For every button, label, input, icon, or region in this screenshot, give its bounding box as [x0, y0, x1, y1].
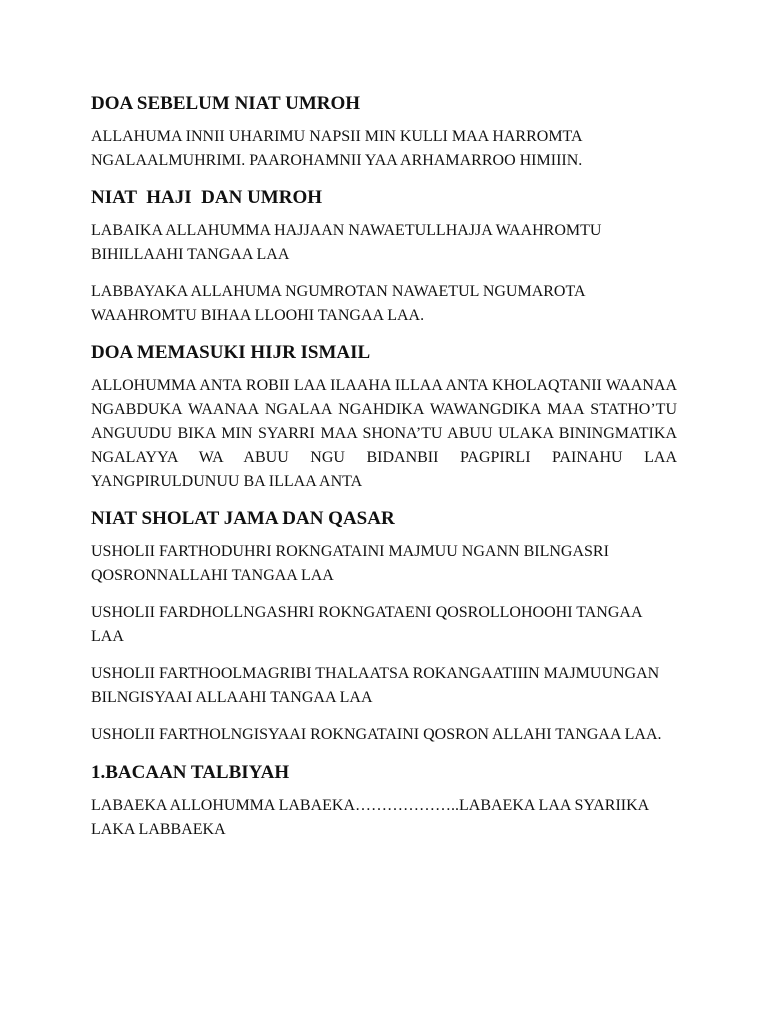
section-doa-sebelum-niat-umroh — [91, 92, 677, 173]
paragraph: LABAIKA ALLAHUMMA HAJJAAN NAWAETULLHAJJA WAAHROMTU BIHILLAAHI TANGAA LAA — [91, 222, 602, 263]
paragraph: LABAEKA ALLOHUMMA LABAEKA………………..LABAEKA LAA SYARIIKA LAKA LABBAEKA — [91, 797, 649, 838]
section-heading: NIAT SHOLAT JAMA DAN QASAR — [91, 508, 395, 529]
section-niat-haji-dan-umroh — [91, 186, 677, 328]
paragraph: ALLAHUMA INNII UHARIMU NAPSII MIN KULLI MAA HARROMTA NGALAALMUHRIMI. PAAROHAMNII YAA ARHAMARROO HIMIIIN. — [91, 128, 583, 169]
section-bacaan-talbiyah — [91, 761, 677, 842]
paragraph: USHOLII FARTHOLNGISYAAI ROKNGATAINI QOSRON ALLAHI TANGAA LAA. — [91, 726, 662, 743]
section-heading: 1.BACAAN TALBIYAH — [91, 762, 290, 783]
paragraph: ALLOHUMMA ANTA ROBII LAA ILAAHA ILLAA ANTA KHOLAQTANII WAANAA NGABDUKA WAANAA NGALAA NGAHDIKA WAWANGDIKA MAA STATHO’TU ANGUUDU BIKA MIN SYARRI MAA SHONA’TU ABUU ULAKA BININGMATIKA NGALAYYA WA ABUU NGU BIDANBII PAGPIRLI PAINAHU LAA YANGPIRULDUNUU BA ILLAA ANTA — [91, 377, 677, 490]
section-heading: NIAT HAJI DAN UMROH — [91, 187, 322, 208]
section-niat-sholat-jama-dan-qasar — [91, 507, 677, 747]
paragraph: LABBAYAKA ALLAHUMA NGUMROTAN NAWAETUL NGUMAROTA WAAHROMTU BIHAA LLOOHI TANGAA LAA. — [91, 283, 585, 324]
paragraph: USHOLII FARDHOLLNGASHRI ROKNGATAENI QOSROLLOHOOHI TANGAA LAA — [91, 604, 642, 645]
paragraph: USHOLII FARTHOOLMAGRIBI THALAATSA ROKANGAATIIIN MAJMUUNGAN BILNGISYAAI ALLAAHI TANGAA LAA — [91, 665, 660, 706]
section-doa-memasuki-hijr-ismail — [91, 341, 677, 494]
document-page — [91, 92, 677, 855]
section-heading: DOA MEMASUKI HIJR ISMAIL — [91, 342, 371, 363]
paragraph: USHOLII FARTHODUHRI ROKNGATAINI MAJMUU NGANN BILNGASRI QOSRONNALLAHI TANGAA LAA — [91, 543, 609, 584]
section-heading: DOA SEBELUM NIAT UMROH — [91, 93, 361, 114]
